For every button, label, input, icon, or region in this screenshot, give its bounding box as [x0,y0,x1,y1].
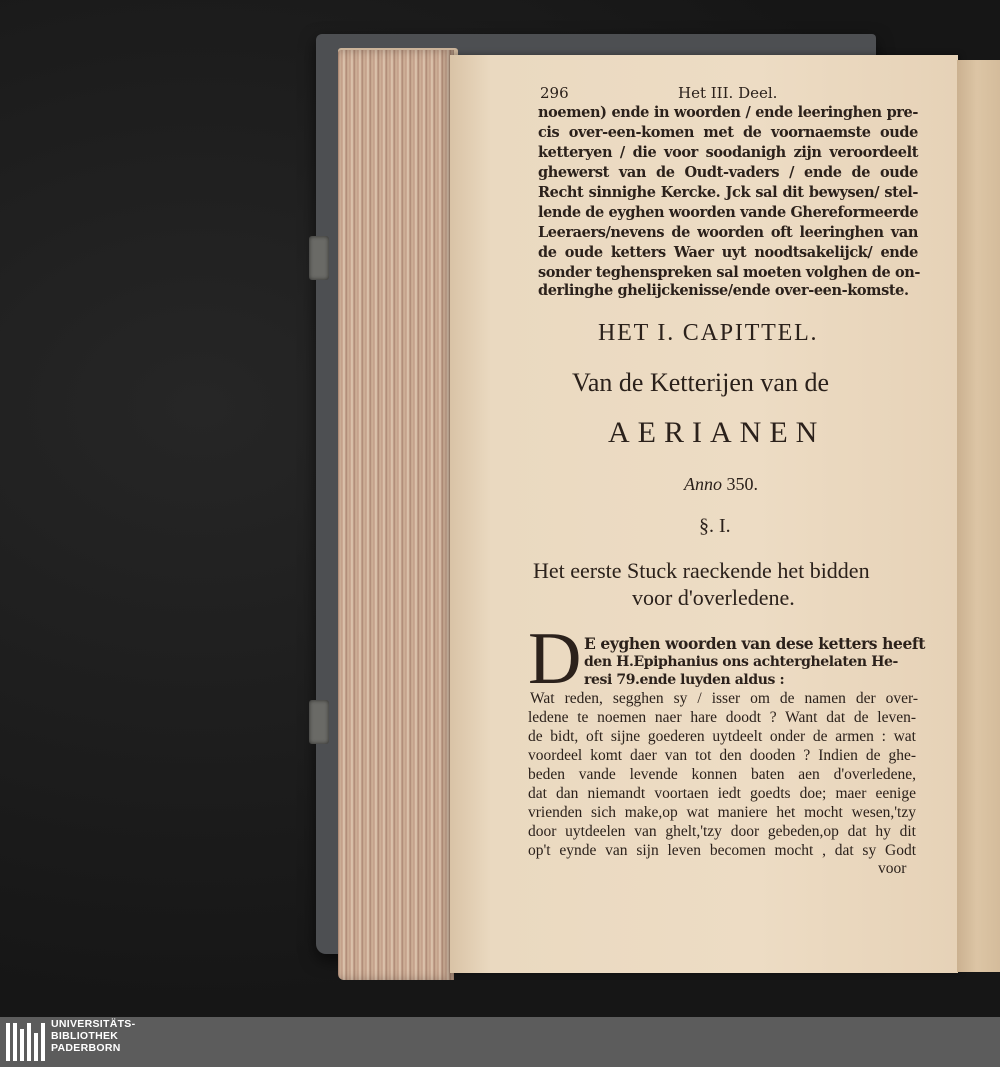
page-block-edge [338,50,454,980]
catchword: voor [878,860,907,877]
body-line: door uytdeelen van ghelt,'tzy door gebeden,op dat hy dit [528,823,916,840]
anno-date [684,474,758,495]
institution-line1: UNIVERSITÄTS- [51,1018,136,1030]
subheading-line2: voor d'overledene. [632,585,795,610]
anno-label: Anno [684,474,722,494]
blackletter-line: noemen) ende in woorden / ende leeringhen pre- [538,104,918,121]
institution-line3: PADERBORN [51,1042,121,1054]
facing-page-edge [957,60,1000,972]
body-line: dat dan niemandt voortaen iedt goedts doe; maer eenige [528,785,916,802]
body-line: beden vande levende konnen baten aen d'overledene, [528,766,916,783]
body-line: Wat reden, segghen sy / isser om de namen der over- [530,690,918,707]
library-logo-icon [4,1019,46,1065]
intro-line: den H.Epiphanius ons achterghelaten He- [584,654,898,670]
intro-line: resi 79.ende luyden aldus : [584,672,785,688]
blackletter-line: ghewerst van de Oudt-vaders / ende de oude [538,164,918,181]
body-line: vrienden sich make,op wat maniere het mocht wesen,'tzy [528,804,916,821]
chapter-title-line2: AERIANEN [608,416,826,449]
institution-line2: BIBLIOTHEK [51,1030,119,1042]
running-head: Het III. Deel. [678,84,778,102]
blackletter-line: derlinghe ghelijckenisse/ende over-een-komste. [538,282,909,299]
blackletter-line: lende de eyghen woorden vande Ghereformeerde [538,204,919,221]
chapter-title-line1: Van de Ketterijen van de [572,368,830,397]
blackletter-line: ketteryen / die voor soodanigh zijn veroordeelt [538,144,918,161]
subheading-line1: Het eerste Stuck raeckende het bidden [533,558,870,583]
anno-year: 350. [726,474,758,494]
drop-cap: D [528,618,582,700]
blackletter-line: de oude ketters Waer uyt noodtsakelijck/ ende [538,244,918,261]
body-line: op't eynde van sijn leven becomen mocht , dat sy Godt [528,842,916,859]
body-line: de bidt, oft sijne goederen uytdeelt onder de armen : wat [528,728,916,745]
blackletter-line: Leeraers/nevens de woorden oft leeringhen van [538,224,918,241]
intro-line: E eyghen woorden van dese ketters heeft [584,634,925,653]
chapter-heading: HET I. CAPITTEL. [598,320,819,346]
page-number: 296 [540,84,569,102]
clasp-upper [309,236,329,280]
blackletter-line: sonder teghenspreken sal moeten volghen de on- [538,264,921,281]
blackletter-line: Recht sinnighe Kercke. Jck sal dit bewysen/ stel- [538,184,918,201]
clasp-lower [309,700,329,744]
library-footer-bar [0,1017,1000,1067]
body-line: ledene te noemen naer hare doodt ? Want dat de leven- [528,709,916,726]
body-line: voordeel komt daer van tot den dooden ? Indien de ghe- [528,747,916,764]
blackletter-line: cis over-een-komen met de voornaemste oude [538,124,918,141]
section-mark: §. I. [699,515,731,537]
